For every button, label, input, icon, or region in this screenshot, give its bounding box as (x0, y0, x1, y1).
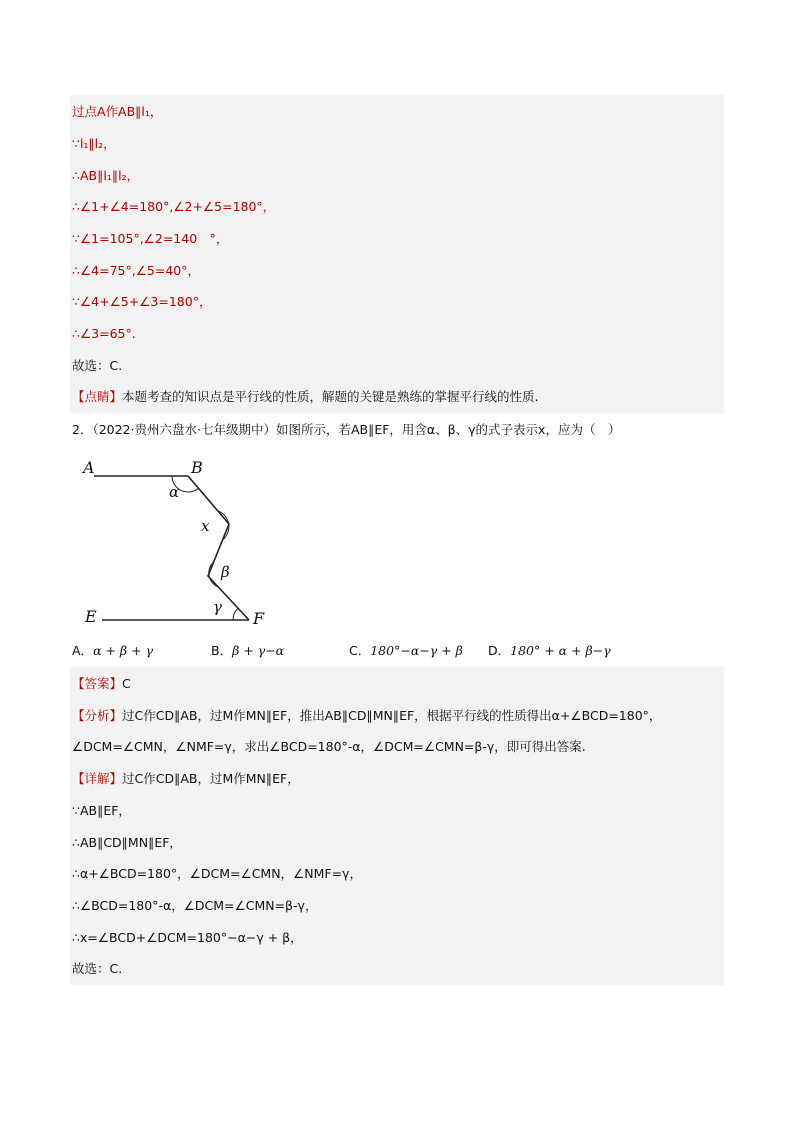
option-b-expr: β + γ−α (232, 643, 285, 658)
label-x: x (201, 517, 210, 535)
answer-tag: 【答案】 (72, 676, 123, 691)
option-d (488, 643, 611, 659)
detail-text-1: 过C作CD∥AB，过M作MN∥EF， (122, 771, 300, 786)
question-source: （2022·贵州六盘水·七年级期中） (92, 422, 276, 437)
label-alpha: α (169, 483, 180, 501)
solution-line-8: ∴∠3=65°. (72, 326, 136, 341)
answer-line (72, 676, 131, 692)
option-c-letter: C． (349, 643, 371, 658)
solution-line-3: ∴AB∥l₁∥l₂， (72, 168, 140, 183)
analysis-tag: 【分析】 (72, 708, 123, 723)
answer-value: C (122, 676, 131, 691)
detail-line-1 (72, 771, 300, 787)
angle-gamma-arc (233, 608, 238, 620)
question-line (72, 422, 620, 438)
detail-line-6: ∴x=∠BCD+∠DCM=180°−α−γ + β， (72, 930, 303, 945)
analysis-line-1 (72, 708, 661, 724)
solution-line-5: ∵∠1=105°,∠2=140 °， (72, 231, 229, 246)
solution-line-6: ∴∠4=75°,∠5=40°， (72, 263, 201, 278)
option-c-expr: 180°−α−γ + β (370, 643, 463, 658)
solution-line-1: 过点A作AB∥l₁， (72, 104, 163, 119)
detail-line-3: ∴AB∥CD∥MN∥EF， (72, 835, 182, 850)
option-d-letter: D． (488, 643, 511, 658)
comment-line (72, 389, 539, 405)
detail-tag: 【详解】 (72, 771, 123, 786)
label-b: B (191, 458, 203, 477)
label-f: F (253, 609, 265, 628)
option-b (211, 643, 284, 659)
angle-beta-arc (209, 562, 218, 587)
detail-line-4: ∴α+∠BCD=180°，∠DCM=∠CMN，∠NMF=γ， (72, 866, 362, 881)
solution-line-2: ∵l₁∥l₂， (72, 136, 116, 151)
solution-choice-line: 故选：C. (72, 358, 123, 373)
label-beta: β (221, 563, 230, 581)
label-a: A (83, 458, 95, 477)
analysis-line-2: ∠DCM=∠CMN，∠NMF=γ，求出∠BCD=180°-α，∠DCM=∠CMN=β-γ，即可得出答案. (72, 739, 586, 754)
option-c (349, 643, 463, 659)
comment-text: 本题考查的知识点是平行线的性质，解题的关键是熟练的掌握平行线的性质. (122, 389, 539, 404)
geometry-figure (80, 452, 280, 632)
top-solution-block (70, 95, 724, 413)
option-a (72, 643, 153, 659)
label-e: E (85, 607, 97, 626)
comment-tag: 【点睛】 (72, 389, 123, 404)
solution-line-4: ∴∠1+∠4=180°,∠2+∠5=180°， (72, 199, 276, 214)
option-d-expr: 180° + α + β−γ (510, 643, 611, 658)
question-text: 如图所示，若AB∥EF，用含α、β、γ的式子表示x，应为（ ） (275, 422, 621, 437)
detail-line-5: ∴∠BCD=180°-α，∠DCM=∠CMN=β-γ， (72, 898, 318, 913)
question-number: 2． (72, 422, 93, 437)
analysis-text-1: 过C作CD∥AB，过M作MN∥EF，推出AB∥CD∥MN∥EF，根据平行线的性质得出α+∠BCD=180°， (122, 708, 662, 723)
label-gamma: γ (213, 598, 222, 616)
detail-line-7: 故选：C. (72, 961, 123, 976)
option-a-expr: α + β + γ (93, 643, 154, 658)
solution-line-7: ∵∠4+∠5+∠3=180°， (72, 294, 212, 309)
option-a-letter: A． (72, 643, 94, 658)
detail-line-2: ∵AB∥EF， (72, 803, 131, 818)
option-b-letter: B． (211, 643, 233, 658)
